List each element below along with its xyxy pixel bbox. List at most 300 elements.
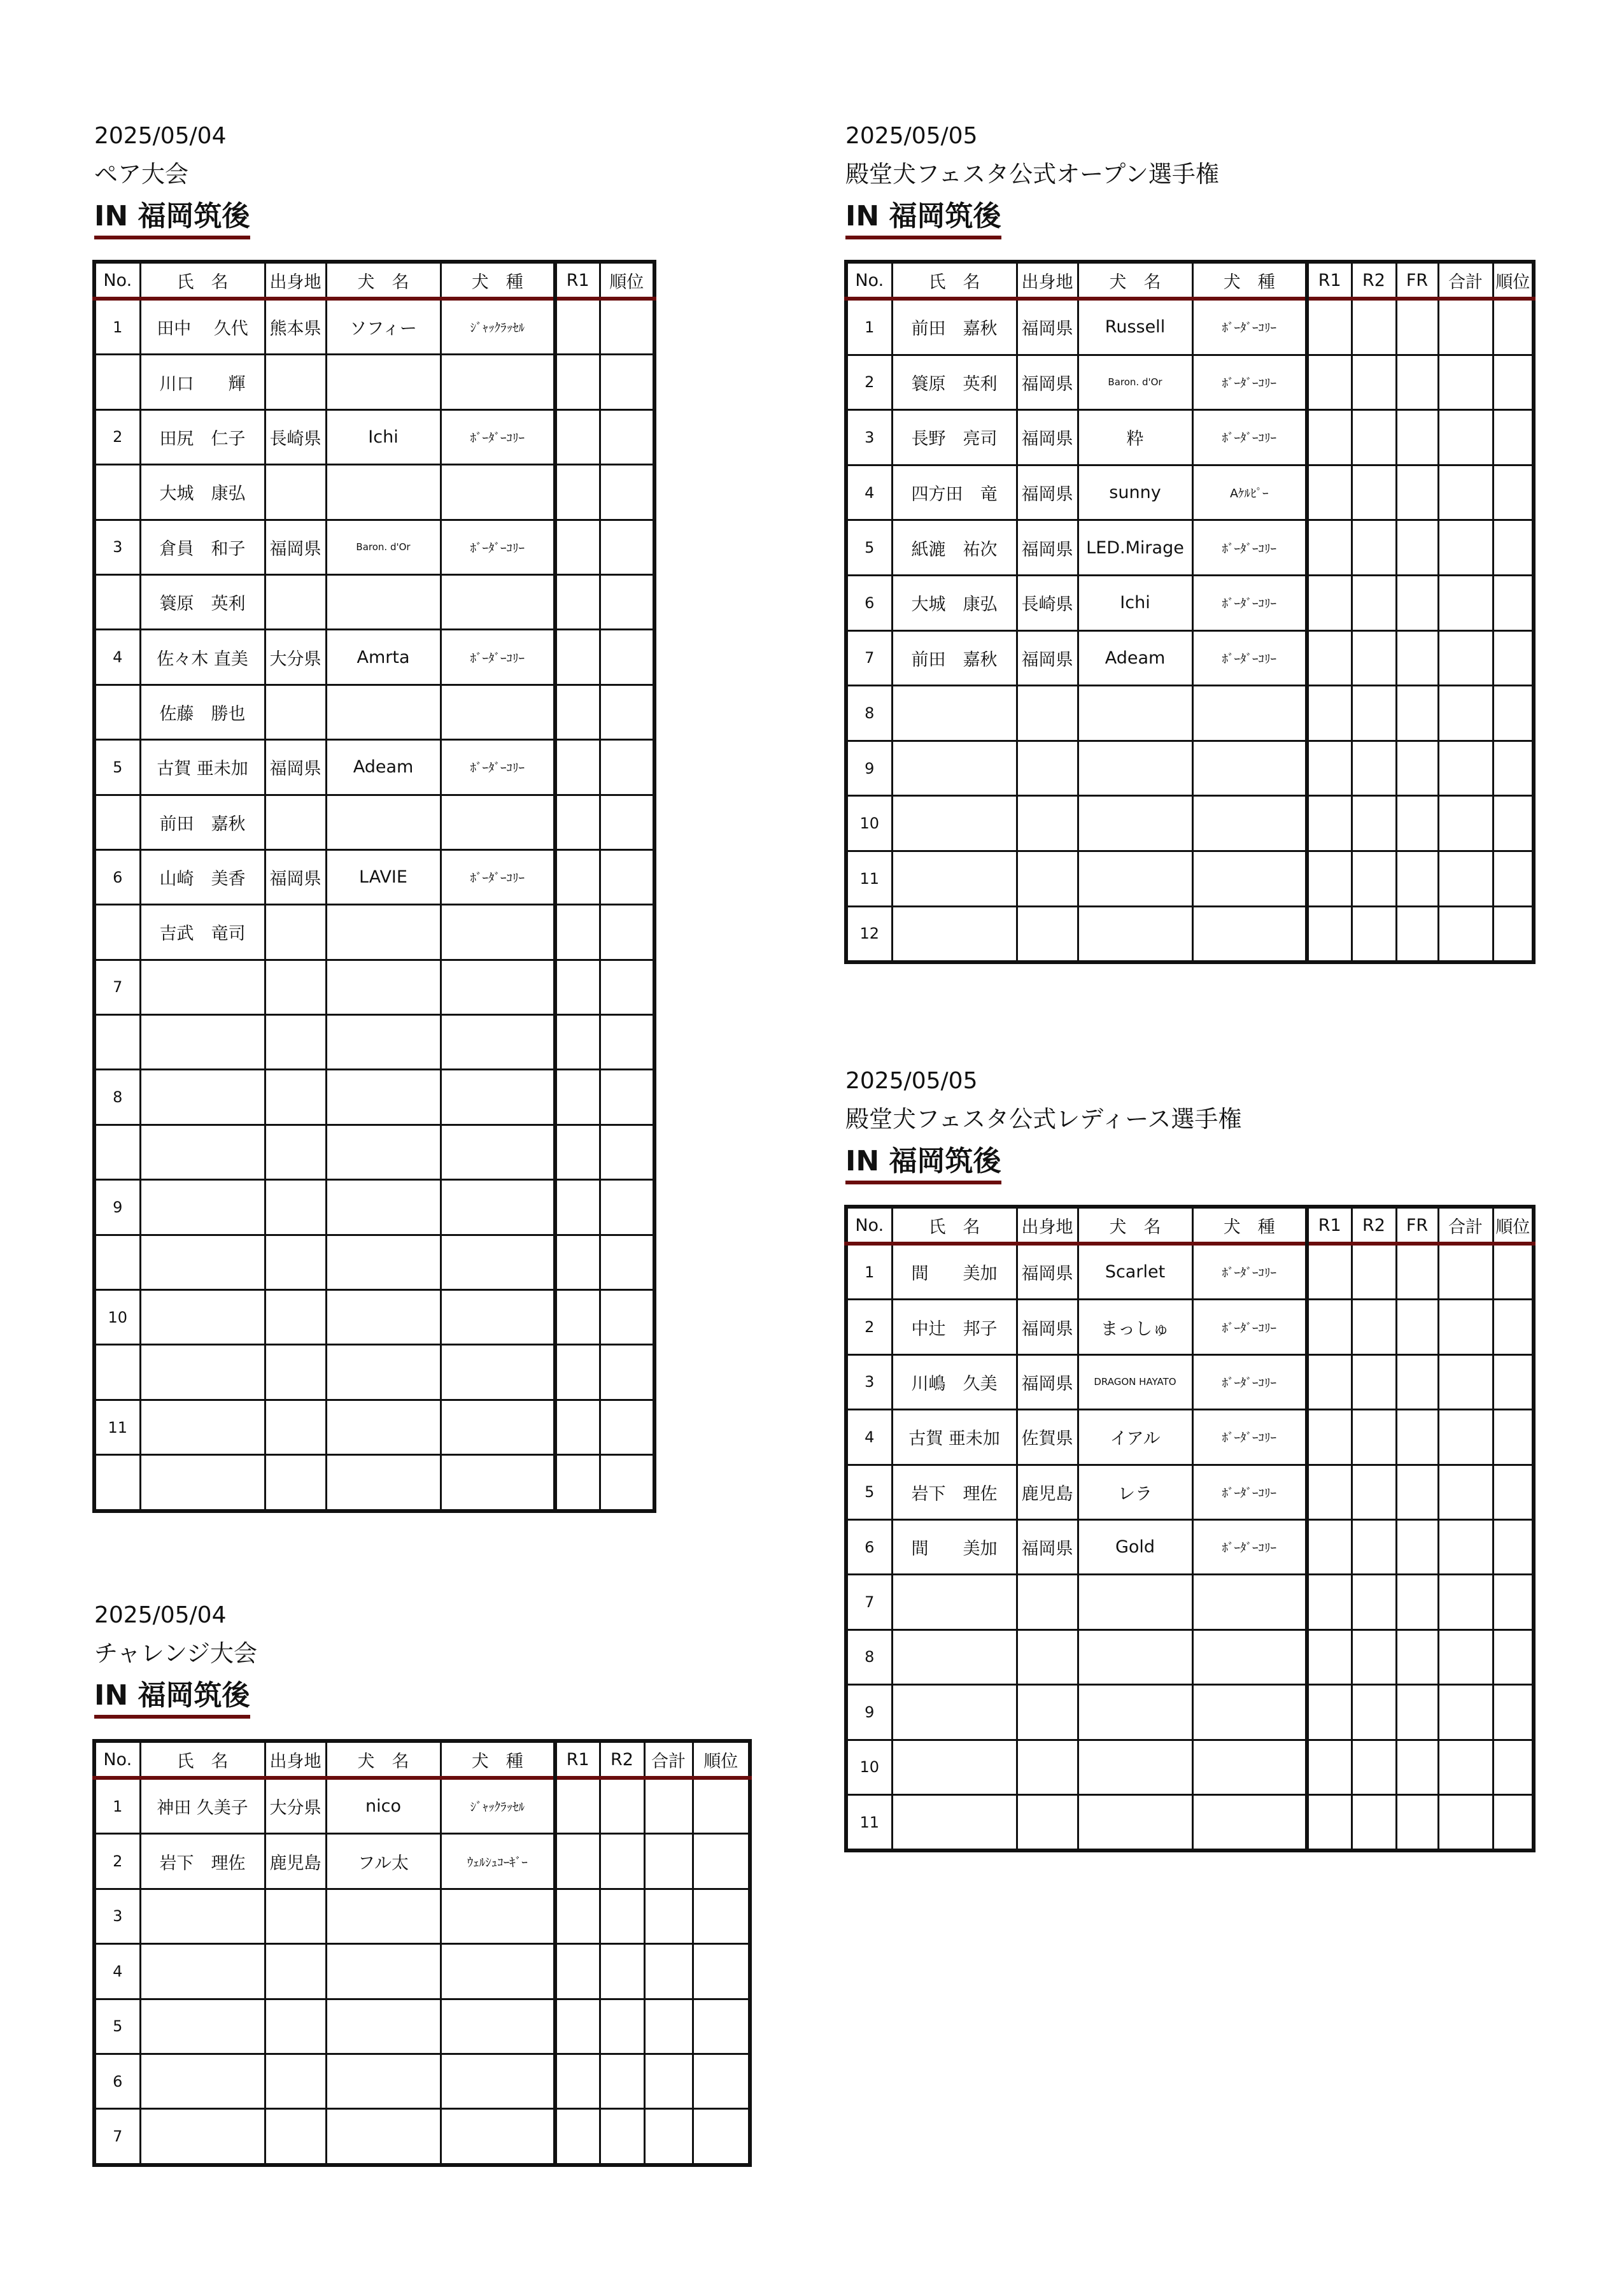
hometown: 大分県 xyxy=(265,630,326,685)
section-challenge xyxy=(94,1601,257,1719)
handler-name: 倉員 和子 xyxy=(140,520,265,574)
score-cell xyxy=(1493,630,1534,686)
entry-number: 2 xyxy=(94,1834,140,1889)
handler-name: 簑原 英利 xyxy=(892,355,1017,410)
dog-breed: ﾎﾞｰﾀﾞｰｺﾘｰ xyxy=(441,630,555,685)
score-cell xyxy=(555,795,600,849)
entry-number: 5 xyxy=(94,1999,140,2054)
table-row xyxy=(846,1519,1534,1574)
dog-breed xyxy=(441,1290,555,1345)
handler-name: 岩下 理佐 xyxy=(892,1465,1017,1519)
score-cell xyxy=(1493,1575,1534,1629)
event-title: 殿堂犬フェスタ公式オープン選手権 xyxy=(845,160,1219,188)
table-row xyxy=(94,299,654,355)
handler-name: 長野 亮司 xyxy=(892,410,1017,465)
dog-breed xyxy=(441,1400,555,1454)
score-cell xyxy=(555,740,600,795)
score-cell xyxy=(1352,1794,1396,1850)
score-cell xyxy=(1352,575,1396,630)
handler-name xyxy=(140,1180,265,1235)
event-title: ペア大会 xyxy=(94,160,188,188)
entry-number: 3 xyxy=(94,1889,140,1943)
score-cell xyxy=(555,1455,600,1511)
score-cell xyxy=(1307,630,1352,686)
score-cell xyxy=(1307,741,1352,796)
score-cell xyxy=(600,685,654,739)
hometown xyxy=(265,355,326,409)
handler-name xyxy=(140,2054,265,2108)
score-cell xyxy=(1438,686,1493,741)
score-cell xyxy=(644,1999,693,2054)
score-cell xyxy=(1352,630,1396,686)
score-cell xyxy=(1396,1300,1438,1354)
ladies-results-table xyxy=(844,1205,1536,1852)
dog-name: nico xyxy=(326,1778,441,1834)
hometown: 福岡県 xyxy=(1017,299,1078,355)
column-header: R1 xyxy=(555,262,600,299)
score-cell xyxy=(600,1889,644,1943)
hometown xyxy=(265,905,326,960)
score-cell xyxy=(1352,1629,1396,1684)
handler-name: 山崎 美香 xyxy=(140,849,265,904)
score-cell xyxy=(1307,796,1352,851)
score-cell xyxy=(600,1455,654,1511)
entry-number: 11 xyxy=(94,1400,140,1454)
hometown: 鹿児島 xyxy=(265,1834,326,1889)
score-cell xyxy=(1307,1575,1352,1629)
table-row xyxy=(846,1629,1534,1684)
table-row xyxy=(94,1834,750,1889)
dog-breed xyxy=(441,795,555,849)
handler-name: 神田 久美子 xyxy=(140,1778,265,1834)
column-header: 犬 名 xyxy=(1078,1207,1192,1244)
hometown xyxy=(265,1235,326,1289)
handler-name xyxy=(140,1015,265,1070)
score-cell xyxy=(600,2109,644,2165)
dog-name xyxy=(326,1235,441,1289)
score-cell xyxy=(1307,299,1352,355)
table-row xyxy=(846,630,1534,686)
entry-number: 8 xyxy=(94,1070,140,1125)
score-cell xyxy=(1352,1740,1396,1794)
score-cell xyxy=(693,2109,750,2165)
score-cell xyxy=(555,520,600,574)
hometown xyxy=(1017,686,1078,741)
dog-breed xyxy=(441,960,555,1014)
column-header: 順位 xyxy=(1493,1207,1534,1244)
score-cell xyxy=(555,1180,600,1235)
table-row xyxy=(94,2109,750,2165)
score-cell xyxy=(644,1889,693,1943)
hometown: 福岡県 xyxy=(1017,355,1078,410)
section-ladies xyxy=(845,1067,1241,1184)
dog-name xyxy=(326,685,441,739)
dog-breed: ﾎﾞｰﾀﾞｰｺﾘｰ xyxy=(441,849,555,904)
event-date: 2025/05/05 xyxy=(845,1068,978,1094)
dog-name xyxy=(1078,1629,1192,1684)
score-cell xyxy=(1307,1794,1352,1850)
table-row xyxy=(94,740,654,795)
entry-number: 6 xyxy=(94,849,140,904)
venue-title: IN 福岡筑後 xyxy=(845,200,1001,239)
score-cell xyxy=(555,960,600,1014)
dog-breed xyxy=(441,1999,555,2054)
table-row xyxy=(846,1685,1534,1740)
handler-name: 間 美加 xyxy=(892,1244,1017,1300)
hometown: 福岡県 xyxy=(1017,1519,1078,1574)
handler-name xyxy=(892,1629,1017,1684)
dog-name xyxy=(1078,1575,1192,1629)
dog-name xyxy=(326,1125,441,1179)
score-cell xyxy=(1307,575,1352,630)
table-row xyxy=(846,1300,1534,1354)
table-row xyxy=(846,575,1534,630)
handler-name: 四方田 竜 xyxy=(892,465,1017,520)
score-cell xyxy=(1438,906,1493,962)
column-header: No. xyxy=(94,262,140,299)
score-cell xyxy=(1396,851,1438,906)
score-cell xyxy=(555,1834,600,1889)
handler-name: 大城 康弘 xyxy=(892,575,1017,630)
dog-name xyxy=(326,1999,441,2054)
hometown: 大分県 xyxy=(265,1778,326,1834)
venue-title: IN 福岡筑後 xyxy=(845,1145,1001,1184)
table-row xyxy=(94,630,654,685)
handler-name xyxy=(140,960,265,1014)
dog-breed xyxy=(441,1889,555,1943)
score-cell xyxy=(693,2054,750,2108)
entry-number xyxy=(94,1125,140,1179)
entry-number: 4 xyxy=(94,630,140,685)
score-cell xyxy=(1307,520,1352,576)
score-cell xyxy=(1396,796,1438,851)
column-header: R2 xyxy=(600,1741,644,1778)
dog-breed xyxy=(1192,851,1307,906)
dog-name: sunny xyxy=(1078,465,1192,520)
event-date: 2025/05/04 xyxy=(94,1602,227,1628)
dog-breed: ﾎﾞｰﾀﾞｰｺﾘｰ xyxy=(1192,1244,1307,1300)
score-cell xyxy=(1493,1300,1534,1354)
column-header: No. xyxy=(94,1741,140,1778)
handler-name: 前田 嘉秋 xyxy=(140,795,265,849)
handler-name xyxy=(892,1794,1017,1850)
score-cell xyxy=(1438,355,1493,410)
score-cell xyxy=(1493,465,1534,520)
score-cell xyxy=(555,355,600,409)
dog-breed: ﾎﾞｰﾀﾞｰｺﾘｰ xyxy=(1192,410,1307,465)
dog-name: Adeam xyxy=(326,740,441,795)
dog-name xyxy=(326,1015,441,1070)
score-cell xyxy=(600,299,654,355)
table-row xyxy=(94,1889,750,1943)
entry-number: 1 xyxy=(94,299,140,355)
table-row xyxy=(94,1070,654,1125)
dog-name: Ichi xyxy=(1078,575,1192,630)
score-cell xyxy=(600,1290,654,1345)
score-cell xyxy=(600,1400,654,1454)
score-cell xyxy=(555,1999,600,2054)
entry-number: 1 xyxy=(94,1778,140,1834)
handler-name: 前田 嘉秋 xyxy=(892,299,1017,355)
score-cell xyxy=(1493,575,1534,630)
column-header: R1 xyxy=(555,1741,600,1778)
score-cell xyxy=(1307,1244,1352,1300)
column-header: 犬 種 xyxy=(1192,1207,1307,1244)
dog-breed xyxy=(441,1235,555,1289)
score-cell xyxy=(1438,1575,1493,1629)
hometown xyxy=(1017,1794,1078,1850)
score-cell xyxy=(600,574,654,629)
dog-name xyxy=(326,1944,441,1999)
dog-breed: Aｹﾙﾋﾟｰ xyxy=(1192,465,1307,520)
score-cell xyxy=(600,905,654,960)
entry-number xyxy=(94,685,140,739)
hometown xyxy=(265,1125,326,1179)
column-header: 犬 種 xyxy=(441,1741,555,1778)
score-cell xyxy=(1307,1465,1352,1519)
score-cell xyxy=(1352,410,1396,465)
entry-number: 4 xyxy=(846,465,892,520)
hometown xyxy=(265,1400,326,1454)
dog-name xyxy=(326,1180,441,1235)
venue-title: IN 福岡筑後 xyxy=(94,200,250,239)
handler-name: 田中 久代 xyxy=(140,299,265,355)
table-row xyxy=(94,520,654,574)
score-cell xyxy=(1352,1244,1396,1300)
column-header: 出身地 xyxy=(1017,262,1078,299)
entry-number: 6 xyxy=(846,575,892,630)
score-cell xyxy=(555,1778,600,1834)
dog-breed: ｼﾞｬｯｸﾗｯｾﾙ xyxy=(441,299,555,355)
dog-breed xyxy=(441,574,555,629)
hometown xyxy=(265,1944,326,1999)
entry-number: 11 xyxy=(846,1794,892,1850)
dog-name xyxy=(326,1455,441,1511)
score-cell xyxy=(1396,1794,1438,1850)
table-row xyxy=(94,409,654,464)
score-cell xyxy=(1396,1629,1438,1684)
score-cell xyxy=(555,1235,600,1289)
dog-breed: ﾎﾞｰﾀﾞｰｺﾘｰ xyxy=(441,409,555,464)
score-cell xyxy=(555,2109,600,2165)
entry-number xyxy=(94,905,140,960)
handler-name xyxy=(140,1999,265,2054)
table-row xyxy=(846,906,1534,962)
table-row xyxy=(846,1410,1534,1465)
score-cell xyxy=(600,795,654,849)
hometown: 長崎県 xyxy=(1017,575,1078,630)
column-header: R2 xyxy=(1352,1207,1396,1244)
entry-number: 2 xyxy=(846,355,892,410)
score-cell xyxy=(1438,1685,1493,1740)
entry-number: 5 xyxy=(846,520,892,576)
score-cell xyxy=(1307,1685,1352,1740)
dog-breed xyxy=(1192,1575,1307,1629)
score-cell xyxy=(1396,630,1438,686)
dog-breed xyxy=(1192,1685,1307,1740)
entry-number: 4 xyxy=(846,1410,892,1465)
score-cell xyxy=(1493,1685,1534,1740)
handler-name xyxy=(140,1290,265,1345)
score-cell xyxy=(1352,1685,1396,1740)
hometown xyxy=(1017,1740,1078,1794)
dog-breed: ﾎﾞｰﾀﾞｰｺﾘｰ xyxy=(1192,520,1307,576)
entry-number xyxy=(94,1345,140,1400)
dog-breed: ｳｪﾙｼｭｺｰｷﾞｰ xyxy=(441,1834,555,1889)
handler-name xyxy=(140,1235,265,1289)
score-cell xyxy=(1307,1410,1352,1465)
score-cell xyxy=(600,1345,654,1400)
score-cell xyxy=(1352,1465,1396,1519)
hometown: 福岡県 xyxy=(1017,410,1078,465)
dog-breed: ﾎﾞｰﾀﾞｰｺﾘｰ xyxy=(1192,1519,1307,1574)
entry-number: 5 xyxy=(94,740,140,795)
header-row xyxy=(846,1207,1534,1244)
score-cell xyxy=(1352,299,1396,355)
score-cell xyxy=(1493,1410,1534,1465)
hometown: 福岡県 xyxy=(1017,1300,1078,1354)
score-cell xyxy=(1493,520,1534,576)
entry-number: 9 xyxy=(94,1180,140,1235)
score-cell xyxy=(600,740,654,795)
score-cell xyxy=(1352,1354,1396,1409)
dog-name: Gold xyxy=(1078,1519,1192,1574)
dog-breed xyxy=(441,465,555,520)
hometown: 福岡県 xyxy=(265,520,326,574)
score-cell xyxy=(1307,851,1352,906)
hometown xyxy=(265,1999,326,2054)
handler-name xyxy=(892,796,1017,851)
score-cell xyxy=(644,2054,693,2108)
entry-number: 7 xyxy=(94,960,140,1014)
dog-name xyxy=(326,1400,441,1454)
column-header: 氏 名 xyxy=(140,1741,265,1778)
score-cell xyxy=(1438,1740,1493,1794)
score-cell xyxy=(1396,1685,1438,1740)
handler-name: 大城 康弘 xyxy=(140,465,265,520)
event-date: 2025/05/05 xyxy=(845,123,978,149)
dog-name: LAVIE xyxy=(326,849,441,904)
hometown xyxy=(265,1889,326,1943)
handler-name: 佐々木 直美 xyxy=(140,630,265,685)
dog-breed xyxy=(441,1015,555,1070)
column-header: R1 xyxy=(1307,262,1352,299)
handler-name: 吉武 竜司 xyxy=(140,905,265,960)
dog-name: Baron. d'Or xyxy=(1078,355,1192,410)
dog-name: レラ xyxy=(1078,1465,1192,1519)
score-cell xyxy=(1307,1354,1352,1409)
table-row xyxy=(94,1345,654,1400)
column-header: 出身地 xyxy=(1017,1207,1078,1244)
dog-name xyxy=(1078,1685,1192,1740)
table-row xyxy=(94,1235,654,1289)
score-cell xyxy=(600,355,654,409)
dog-breed: ﾎﾞｰﾀﾞｰｺﾘｰ xyxy=(1192,299,1307,355)
dog-breed xyxy=(1192,796,1307,851)
score-cell xyxy=(555,2054,600,2108)
table-row xyxy=(846,686,1534,741)
score-cell xyxy=(1352,520,1396,576)
entry-number xyxy=(94,1015,140,1070)
score-cell xyxy=(1307,1519,1352,1574)
hometown xyxy=(1017,1685,1078,1740)
score-cell xyxy=(644,1778,693,1834)
dog-breed xyxy=(1192,906,1307,962)
hometown xyxy=(265,1290,326,1345)
score-cell xyxy=(1438,1519,1493,1574)
hometown: 福岡県 xyxy=(1017,465,1078,520)
column-header: 合計 xyxy=(644,1741,693,1778)
entry-number: 12 xyxy=(846,906,892,962)
score-cell xyxy=(1352,1410,1396,1465)
dog-breed xyxy=(441,1125,555,1179)
score-cell xyxy=(1352,1519,1396,1574)
hometown xyxy=(1017,741,1078,796)
hometown: 福岡県 xyxy=(1017,1244,1078,1300)
dog-breed: ﾎﾞｰﾀﾞｰｺﾘｰ xyxy=(1192,575,1307,630)
hometown xyxy=(265,1015,326,1070)
hometown xyxy=(1017,1629,1078,1684)
handler-name xyxy=(140,1400,265,1454)
hometown: 佐賀県 xyxy=(1017,1410,1078,1465)
score-cell xyxy=(1493,796,1534,851)
entry-number: 1 xyxy=(846,299,892,355)
event-title: チャレンジ大会 xyxy=(94,1640,258,1667)
handler-name xyxy=(892,906,1017,962)
entry-number: 11 xyxy=(846,851,892,906)
handler-name xyxy=(140,1345,265,1400)
entry-number: 6 xyxy=(94,2054,140,2108)
score-cell xyxy=(1438,630,1493,686)
score-cell xyxy=(1307,906,1352,962)
entry-number: 10 xyxy=(846,796,892,851)
entry-number: 10 xyxy=(846,1740,892,1794)
score-cell xyxy=(1493,410,1534,465)
score-cell xyxy=(1493,1465,1534,1519)
table-row xyxy=(846,410,1534,465)
dog-name xyxy=(1078,1794,1192,1850)
score-cell xyxy=(600,630,654,685)
score-cell xyxy=(1396,520,1438,576)
score-cell xyxy=(555,1015,600,1070)
column-header: FR xyxy=(1396,262,1438,299)
dog-name xyxy=(1078,796,1192,851)
dog-name xyxy=(326,905,441,960)
column-header: No. xyxy=(846,262,892,299)
event-date: 2025/05/04 xyxy=(94,123,227,149)
hometown: 福岡県 xyxy=(265,849,326,904)
entry-number: 7 xyxy=(94,2109,140,2165)
dog-name xyxy=(326,2109,441,2165)
score-cell xyxy=(1307,355,1352,410)
table-row xyxy=(94,1125,654,1179)
column-header: 氏 名 xyxy=(892,262,1017,299)
score-cell xyxy=(1438,1794,1493,1850)
table-row xyxy=(94,465,654,520)
hometown xyxy=(265,2054,326,2108)
score-cell xyxy=(1438,1354,1493,1409)
table-row xyxy=(846,1244,1534,1300)
table-row xyxy=(94,960,654,1014)
table-row xyxy=(846,1740,1534,1794)
column-header: 氏 名 xyxy=(140,262,265,299)
score-cell xyxy=(555,1345,600,1400)
section-pair xyxy=(94,122,250,239)
handler-name xyxy=(140,1889,265,1943)
dog-breed xyxy=(441,905,555,960)
table-row xyxy=(846,465,1534,520)
score-cell xyxy=(1396,1354,1438,1409)
